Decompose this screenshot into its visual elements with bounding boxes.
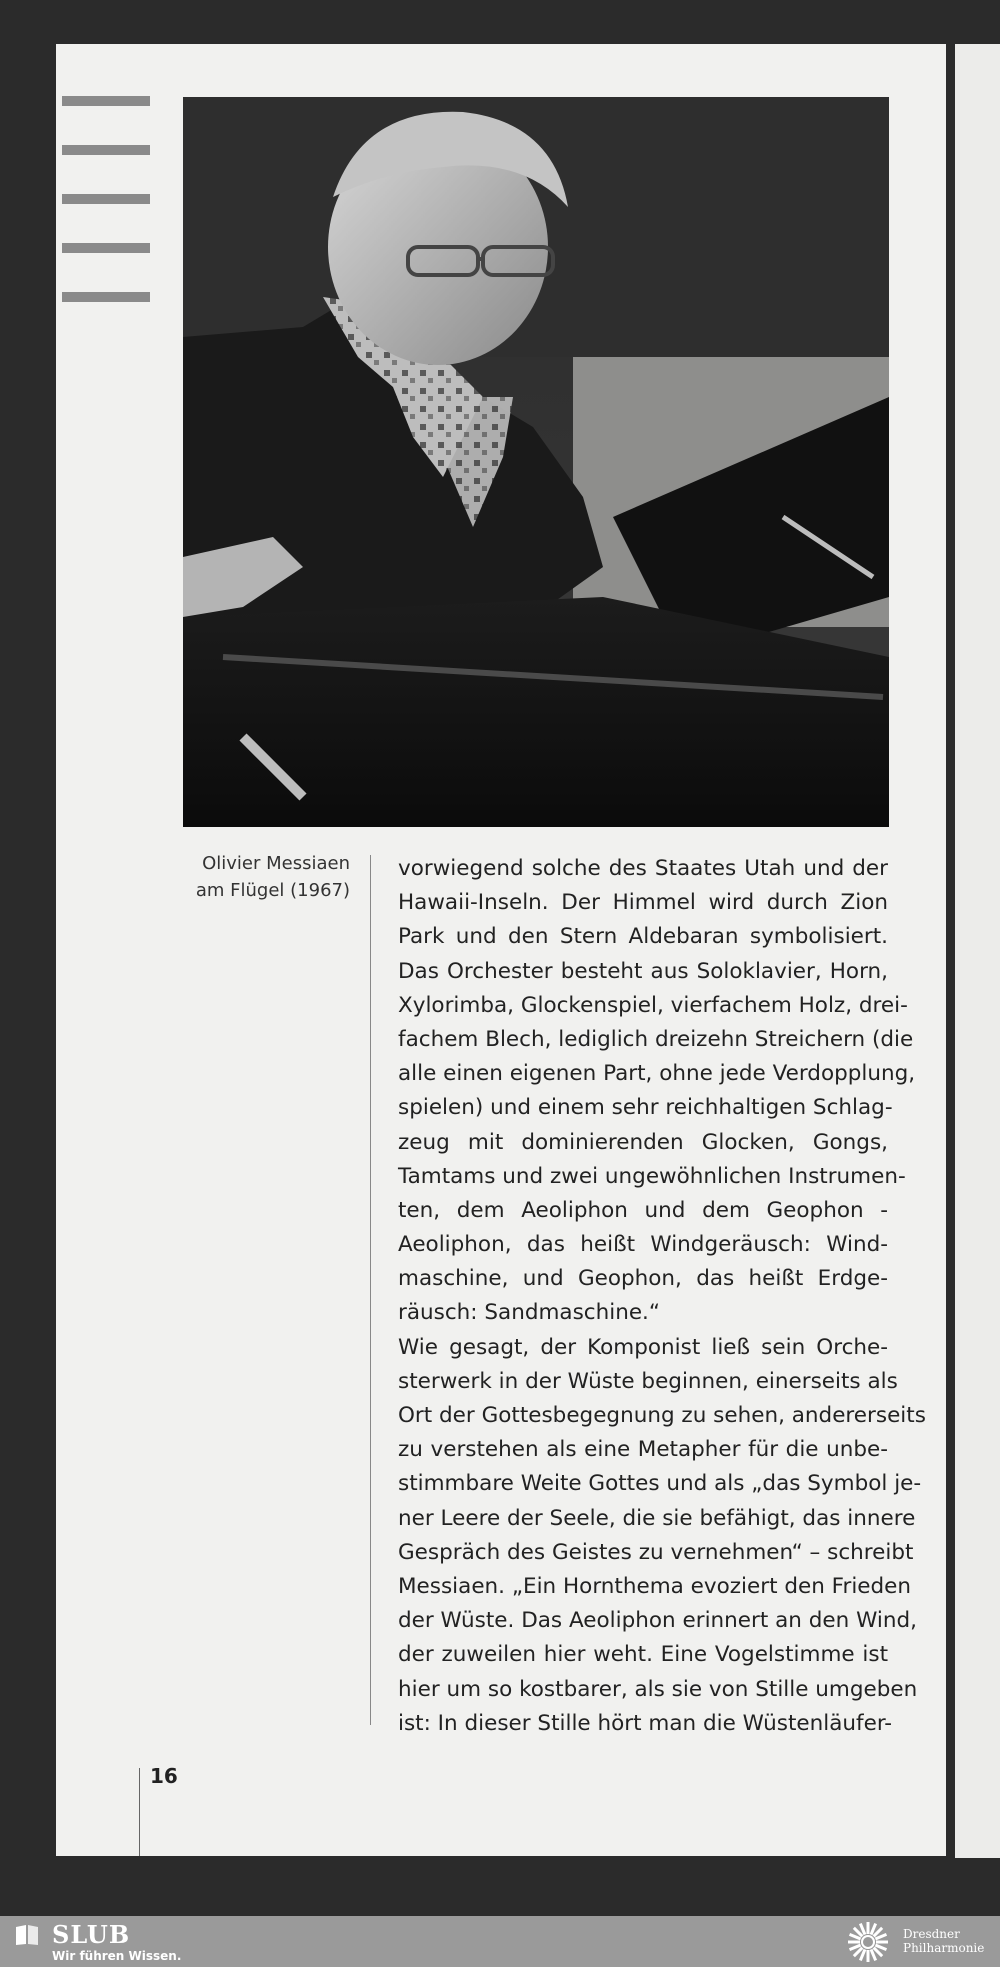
caption-line: Olivier Messiaen (202, 853, 350, 874)
text-line: Messiaen. „Ein Hornthema evoziert den Frieden (398, 1573, 912, 1599)
text-line: vorwiegend solche des Staates Utah und der (398, 856, 888, 881)
text-line: Ort der Gottesbegegnung zu sehen, andererseits (398, 1403, 926, 1428)
next-page-edge (955, 44, 1000, 1858)
text-line: sterwerk in der Wüste beginnen, einerseits als (398, 1368, 898, 1394)
photo-caption (160, 850, 350, 904)
philharmonie-line: Philharmonie (903, 1941, 985, 1955)
portrait-photo (183, 97, 889, 827)
text-line: Das Orchester besteht aus Soloklavier, Horn, (398, 958, 888, 984)
text-line: fachem Blech, lediglich dreizehn Streichern (die (398, 1026, 914, 1052)
text-line: stimmbare Weite Gottes und als „das Symbol je- (398, 1471, 922, 1497)
text-line: Park und den Stern Aldebaran symbolisiert. (398, 924, 888, 950)
body-text (398, 852, 926, 1741)
decorative-bar (62, 96, 150, 106)
text-line: zu verstehen als eine Metapher für die unbe- (398, 1437, 888, 1463)
portrait-photo-graphic (183, 97, 889, 827)
text-line: zeug mit dominierenden Glocken, Gongs, (398, 1129, 888, 1155)
text-line: Aeoliphon, das heißt Windgeräusch: Wind- (398, 1232, 888, 1258)
text-line: ten, dem Aeoliphon und dem Geophon - (398, 1197, 888, 1223)
text-line: der Wüste. Das Aeoliphon erinnert an den Wind, (398, 1608, 917, 1634)
decorative-bar (62, 243, 150, 253)
philharmonie-sunburst-icon (840, 1919, 896, 1965)
slub-book-icon (14, 1924, 40, 1946)
page-number-divider (139, 1768, 140, 1856)
text-line: Xylorimba, Glockenspiel, vierfachem Holz, drei- (398, 992, 908, 1018)
footer-bar (0, 1916, 1000, 1967)
philharmonie-name[interactable] (903, 1927, 998, 1955)
page-number: 16 (150, 1764, 178, 1788)
text-line: ist: In dieser Stille hört man die Wüstenläufer- (398, 1710, 893, 1736)
philharmonie-line: Dresdner (903, 1927, 960, 1941)
text-line: Hawaii-Inseln. Der Himmel wird durch Zion (398, 890, 888, 916)
text-line: ner Leere der Seele, die sie befähigt, das innere (398, 1505, 916, 1531)
decorative-bar (62, 292, 150, 302)
text-line: Wie gesagt, der Komponist ließ sein Orche- (398, 1334, 888, 1360)
decorative-bar (62, 145, 150, 155)
slub-name[interactable]: SLUB (52, 1920, 131, 1949)
column-divider (370, 855, 371, 1725)
text-line: maschine, und Geophon, das heißt Erdge- (398, 1266, 888, 1292)
text-line: Gespräch des Geistes zu vernehmen“ – schreibt (398, 1539, 914, 1565)
decorative-bar (62, 194, 150, 204)
slub-tagline: Wir führen Wissen. (52, 1949, 182, 1963)
caption-line: am Flügel (1967) (195, 880, 350, 901)
text-line: alle einen eigenen Part, ohne jede Verdopplung, (398, 1061, 916, 1087)
text-line: hier um so kostbarer, als sie von Stille umgeben (398, 1676, 918, 1702)
text-line: der zuweilen hier weht. Eine Vogelstimme ist (398, 1642, 888, 1668)
text-line: räusch: Sandmaschine.“ (398, 1300, 661, 1326)
sunburst-core (862, 1936, 874, 1948)
text-line: spielen) und einem sehr reichhaltigen Schlag- (398, 1095, 893, 1121)
text-line: Tamtams und zwei ungewöhnlichen Instrumen- (398, 1163, 906, 1189)
